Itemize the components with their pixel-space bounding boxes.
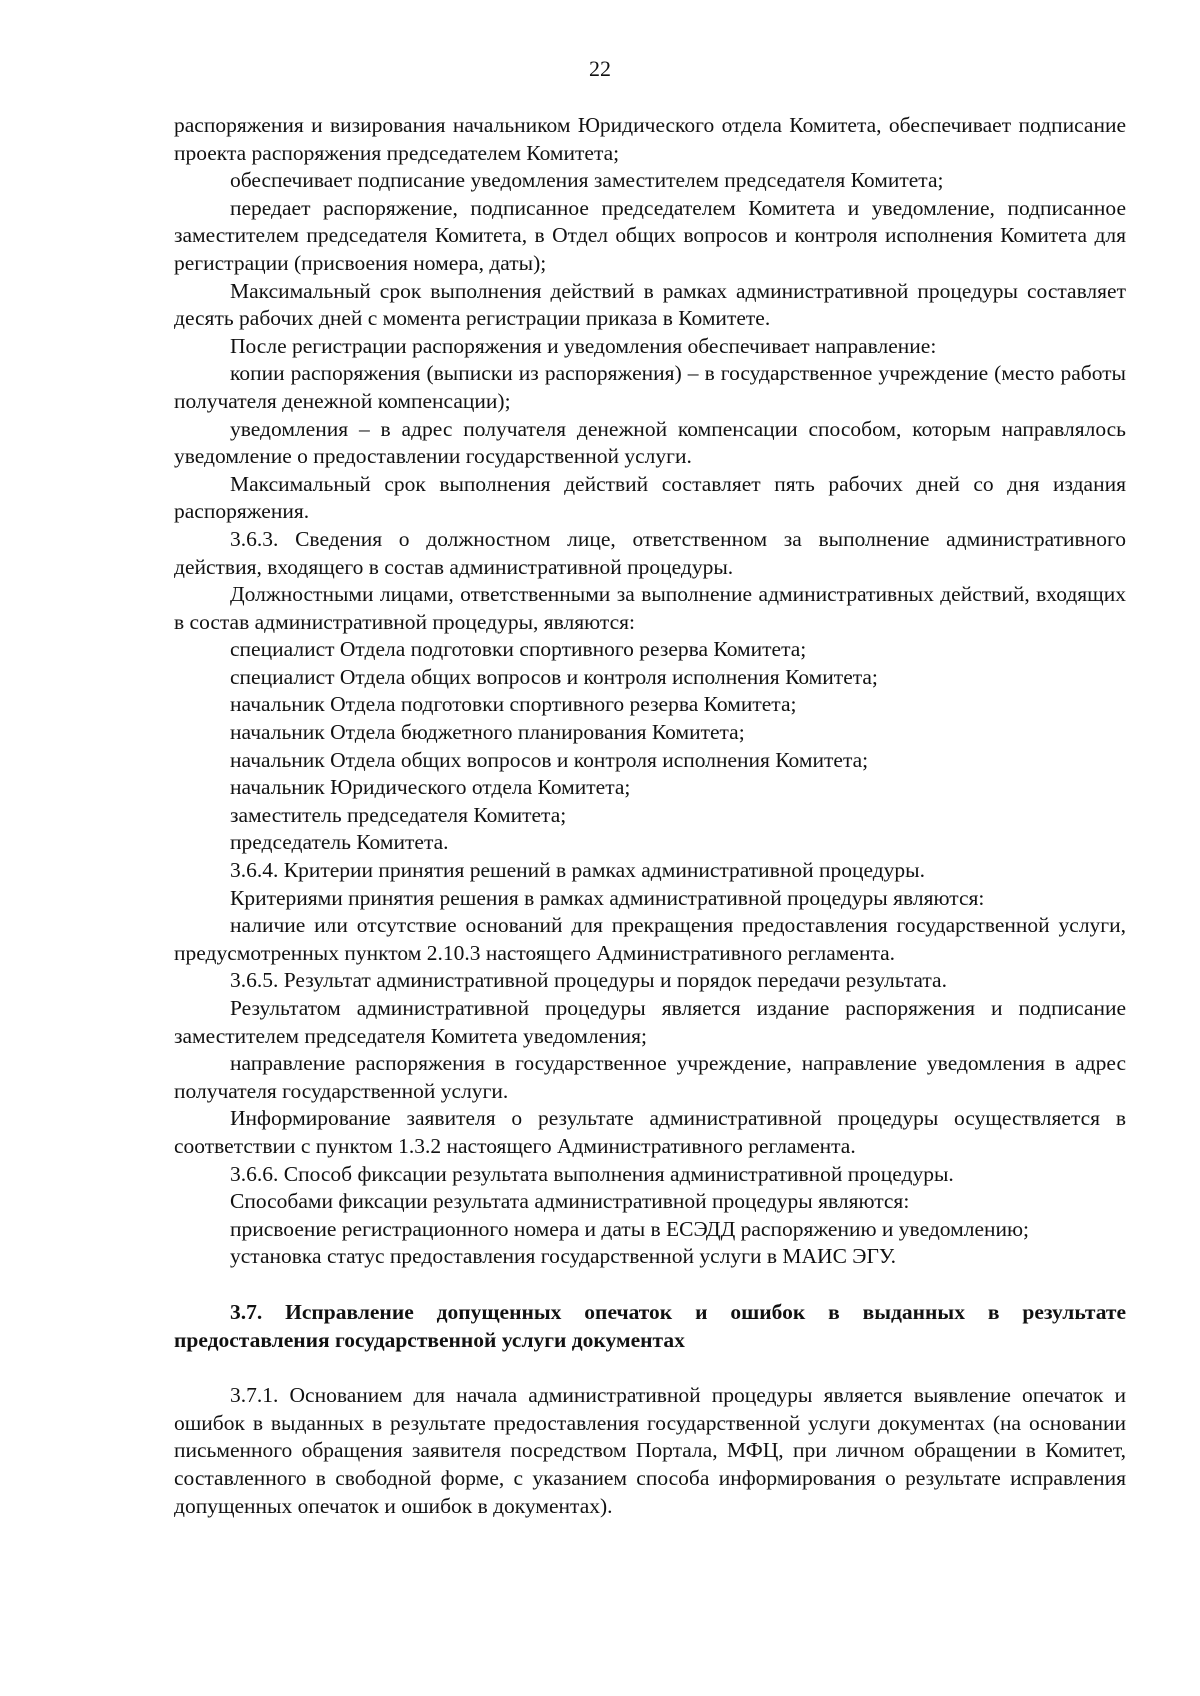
paragraph: Результатом административной процедуры является издание распоряжения и подписание заместителем председателя Комитета уведомления;: [174, 996, 1126, 1048]
paragraph: копии распоряжения (выписки из распоряжения) – в государственное учреждение (место работы получателя денежной компенсации);: [174, 361, 1126, 413]
paragraph: начальник Юридического отдела Комитета;: [230, 775, 631, 800]
paragraph: заместитель председателя Комитета;: [230, 802, 567, 827]
paragraph: передает распоряжение, подписанное председателем Комитета и уведомление, подписанное заместителем председателя Комитета, в Отдел общих вопросов и контроля исполнения Комитета для регистрации (присвоения номера, даты);: [174, 195, 1126, 275]
paragraph: присвоение регистрационного номера и даты в ЕСЭДД распоряжению и уведомлению;: [230, 1216, 1030, 1241]
paragraph: Критериями принятия решения в рамках административной процедуры являются:: [230, 885, 985, 910]
paragraph: установка статус предоставления государственной услуги в МАИС ЭГУ.: [230, 1244, 897, 1269]
paragraph: начальник Отдела подготовки спортивного резерва Комитета;: [230, 692, 797, 717]
paragraph: Способами фиксации результата административной процедуры являются:: [230, 1189, 910, 1214]
paragraph: 3.6.5. Результат административной процедуры и порядок передачи результата.: [230, 968, 947, 993]
section-heading: 3.7. Исправление допущенных опечаток и ошибок в выданных в результате предоставления государственной услуги документах: [174, 1299, 1126, 1352]
paragraph: 3.6.4. Критерии принятия решений в рамках административной процедуры.: [230, 858, 926, 883]
paragraph: специалист Отдела подготовки спортивного резерва Комитета;: [230, 637, 807, 662]
paragraph: начальник Отдела общих вопросов и контроля исполнения Комитета;: [230, 747, 869, 772]
paragraph: специалист Отдела общих вопросов и контроля исполнения Комитета;: [230, 664, 878, 689]
document-body: [174, 112, 1126, 1520]
page-number: 22: [589, 56, 611, 81]
paragraph: Максимальный срок выполнения действий в рамках административной процедуры составляет десять рабочих дней с момента регистрации приказа в Комитете.: [174, 278, 1126, 331]
paragraph: начальник Отдела бюджетного планирования Комитета;: [230, 720, 745, 745]
paragraph: 3.6.3. Сведения о должностном лице, ответственном за выполнение административного действия, входящего в состав административной процедуры.: [174, 526, 1126, 579]
paragraph: Должностными лицами, ответственными за выполнение административных действий, входящих в состав административной процедуры, являются:: [174, 582, 1126, 634]
paragraph: направление распоряжения в государственное учреждение, направление уведомления в адрес получателя государственной услуги.: [174, 1051, 1126, 1103]
paragraph: Информирование заявителя о результате административной процедуры осуществляется в соответствии с пунктом 1.3.2 настоящего Административного регламента.: [174, 1106, 1126, 1158]
paragraph: обеспечивает подписание уведомления заместителем председателя Комитета;: [230, 168, 944, 193]
paragraph: уведомления – в адрес получателя денежной компенсации способом, которым направлялось уведомление о предоставлении государственной услуги.: [174, 416, 1126, 469]
paragraph: 3.6.6. Способ фиксации результата выполнения административной процедуры.: [230, 1161, 954, 1186]
paragraph: наличие или отсутствие оснований для прекращения предоставления государственной услуги, предусмотренных пунктом 2.10.3 настоящего Административного регламента.: [174, 913, 1126, 965]
paragraph: председатель Комитета.: [230, 830, 449, 855]
paragraph: Максимальный срок выполнения действий составляет пять рабочих дней со дня издания распоряжения.: [174, 471, 1126, 524]
paragraph: распоряжения и визирования начальником Юридического отдела Комитета, обеспечивает подписание проекта распоряжения председателем Комитета;: [174, 113, 1126, 165]
paragraph: 3.7.1. Основанием для начала административной процедуры является выявление опечаток и ошибок в выданных в результате предоставления государственной услуги документах (на основании письменного обращения заявителя посредством Портала, МФЦ, при личном обращении в Комитет, составленного в свободной форме, с указанием способа информирования о результате исправления допущенных опечаток и ошибок в документах).: [174, 1383, 1126, 1518]
paragraph: После регистрации распоряжения и уведомления обеспечивает направление:: [230, 333, 937, 358]
